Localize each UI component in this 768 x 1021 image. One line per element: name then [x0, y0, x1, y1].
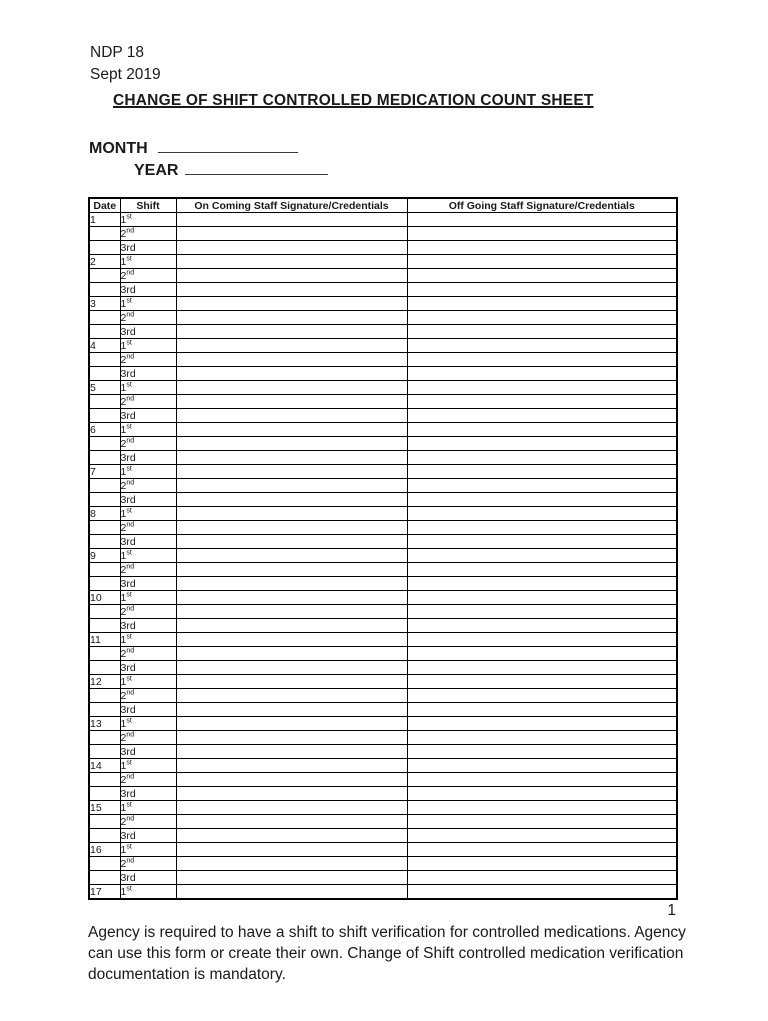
table-header-row	[89, 198, 677, 213]
offgoing-signature-cell[interactable]	[407, 437, 677, 451]
date-cell: 4	[89, 339, 120, 353]
oncoming-signature-cell[interactable]	[176, 717, 407, 731]
oncoming-signature-cell[interactable]	[176, 661, 407, 675]
table-row	[89, 353, 677, 367]
page-number: 1	[667, 902, 676, 919]
footer-note-line: Agency is required to have a shift to shift verification for controlled medications. Agency	[88, 924, 686, 941]
table-row	[89, 773, 677, 787]
date-cell: 8	[89, 507, 120, 521]
shift-cell: 2nd	[120, 395, 176, 409]
shift-cell: 1st	[120, 843, 176, 857]
offgoing-signature-cell[interactable]	[407, 339, 677, 353]
oncoming-signature-cell[interactable]	[176, 745, 407, 759]
table-row	[89, 255, 677, 269]
shift-cell: 3rd	[120, 787, 176, 801]
offgoing-signature-cell[interactable]	[407, 717, 677, 731]
table-row	[89, 633, 677, 647]
date-cell: 14	[89, 759, 120, 773]
shift-cell: 2nd	[120, 689, 176, 703]
offgoing-signature-cell[interactable]	[407, 507, 677, 521]
table-row	[89, 787, 677, 801]
date-cell	[89, 269, 120, 283]
table-row	[89, 815, 677, 829]
shift-cell: 1st	[120, 633, 176, 647]
shift-cell: 3rd	[120, 493, 176, 507]
form-code: NDP 18	[90, 44, 144, 61]
oncoming-signature-cell[interactable]	[176, 675, 407, 689]
shift-cell: 3rd	[120, 325, 176, 339]
shift-cell: 3rd	[120, 871, 176, 885]
date-cell: 12	[89, 675, 120, 689]
shift-cell: 3rd	[120, 703, 176, 717]
oncoming-signature-cell[interactable]	[176, 549, 407, 563]
date-cell	[89, 395, 120, 409]
oncoming-signature-cell[interactable]	[176, 409, 407, 423]
table-row	[89, 283, 677, 297]
shift-cell: 1st	[120, 381, 176, 395]
shift-cell: 1st	[120, 423, 176, 437]
shift-cell: 1st	[120, 675, 176, 689]
oncoming-signature-cell[interactable]	[176, 521, 407, 535]
oncoming-signature-cell[interactable]	[176, 283, 407, 297]
oncoming-signature-cell[interactable]	[176, 885, 407, 900]
date-cell	[89, 773, 120, 787]
shift-cell: 3rd	[120, 451, 176, 465]
offgoing-signature-cell[interactable]	[407, 787, 677, 801]
date-cell: 7	[89, 465, 120, 479]
oncoming-signature-cell[interactable]	[176, 759, 407, 773]
date-cell: 13	[89, 717, 120, 731]
date-cell	[89, 605, 120, 619]
table-row	[89, 759, 677, 773]
offgoing-signature-cell[interactable]	[407, 521, 677, 535]
column-header-offgoing: Off Going Staff Signature/Credentials	[407, 198, 677, 213]
column-header-oncoming: On Coming Staff Signature/Credentials	[176, 198, 407, 213]
oncoming-signature-cell[interactable]	[176, 465, 407, 479]
year-label: YEAR	[134, 162, 179, 179]
page-title: CHANGE OF SHIFT CONTROLLED MEDICATION COUNT SHEET	[113, 92, 594, 109]
year-input[interactable]	[185, 159, 328, 175]
shift-cell: 1st	[120, 339, 176, 353]
date-cell	[89, 661, 120, 675]
shift-cell: 2nd	[120, 731, 176, 745]
column-header-shift: Shift	[120, 198, 176, 213]
shift-cell: 3rd	[120, 829, 176, 843]
date-cell: 3	[89, 297, 120, 311]
offgoing-signature-cell[interactable]	[407, 409, 677, 423]
shift-cell: 2nd	[120, 563, 176, 577]
table-row	[89, 717, 677, 731]
column-header-date: Date	[89, 198, 120, 213]
oncoming-signature-cell[interactable]	[176, 269, 407, 283]
offgoing-signature-cell[interactable]	[407, 843, 677, 857]
date-cell	[89, 241, 120, 255]
shift-cell: 3rd	[120, 619, 176, 633]
date-cell: 1	[89, 213, 120, 227]
oncoming-signature-cell[interactable]	[176, 479, 407, 493]
date-cell	[89, 857, 120, 871]
oncoming-signature-cell[interactable]	[176, 451, 407, 465]
shift-cell: 2nd	[120, 227, 176, 241]
offgoing-signature-cell[interactable]	[407, 885, 677, 900]
oncoming-signature-cell[interactable]	[176, 591, 407, 605]
oncoming-signature-cell[interactable]	[176, 843, 407, 857]
year-field-row	[134, 159, 328, 181]
shift-cell: 2nd	[120, 353, 176, 367]
table-row	[89, 535, 677, 549]
oncoming-signature-cell[interactable]	[176, 703, 407, 717]
offgoing-signature-cell[interactable]	[407, 815, 677, 829]
oncoming-signature-cell[interactable]	[176, 493, 407, 507]
table-row	[89, 437, 677, 451]
date-cell	[89, 535, 120, 549]
date-cell	[89, 479, 120, 493]
oncoming-signature-cell[interactable]	[176, 801, 407, 815]
table-row	[89, 395, 677, 409]
date-cell	[89, 563, 120, 577]
shift-cell: 2nd	[120, 479, 176, 493]
table-row	[89, 465, 677, 479]
date-cell	[89, 493, 120, 507]
offgoing-signature-cell[interactable]	[407, 465, 677, 479]
date-cell: 11	[89, 633, 120, 647]
shift-cell: 2nd	[120, 773, 176, 787]
table-row	[89, 549, 677, 563]
shift-cell: 3rd	[120, 241, 176, 255]
offgoing-signature-cell[interactable]	[407, 241, 677, 255]
offgoing-signature-cell[interactable]	[407, 269, 677, 283]
offgoing-signature-cell[interactable]	[407, 745, 677, 759]
table-row	[89, 241, 677, 255]
table-row	[89, 409, 677, 423]
table-row	[89, 745, 677, 759]
oncoming-signature-cell[interactable]	[176, 787, 407, 801]
table-row	[89, 661, 677, 675]
table-row	[89, 367, 677, 381]
date-cell: 10	[89, 591, 120, 605]
table-row	[89, 731, 677, 745]
shift-cell: 2nd	[120, 269, 176, 283]
offgoing-signature-cell[interactable]	[407, 703, 677, 717]
shift-cell: 2nd	[120, 857, 176, 871]
table-row	[89, 269, 677, 283]
table-row	[89, 213, 677, 227]
month-field-row	[89, 137, 298, 159]
oncoming-signature-cell[interactable]	[176, 815, 407, 829]
offgoing-signature-cell[interactable]	[407, 605, 677, 619]
date-cell	[89, 325, 120, 339]
offgoing-signature-cell[interactable]	[407, 283, 677, 297]
date-cell	[89, 731, 120, 745]
shift-cell: 3rd	[120, 409, 176, 423]
oncoming-signature-cell[interactable]	[176, 213, 407, 227]
offgoing-signature-cell[interactable]	[407, 577, 677, 591]
footer-note-line: can use this form or create their own. Change of Shift controlled medication verification	[88, 945, 684, 962]
shift-cell: 2nd	[120, 647, 176, 661]
offgoing-signature-cell[interactable]	[407, 675, 677, 689]
table-row	[89, 381, 677, 395]
offgoing-signature-cell[interactable]	[407, 297, 677, 311]
shift-cell: 2nd	[120, 437, 176, 451]
oncoming-signature-cell[interactable]	[176, 255, 407, 269]
table-row	[89, 689, 677, 703]
offgoing-signature-cell[interactable]	[407, 311, 677, 325]
date-cell	[89, 311, 120, 325]
month-label: MONTH	[89, 140, 148, 157]
date-cell	[89, 227, 120, 241]
table-row	[89, 563, 677, 577]
date-cell	[89, 437, 120, 451]
date-cell	[89, 367, 120, 381]
table-row	[89, 801, 677, 815]
offgoing-signature-cell[interactable]	[407, 829, 677, 843]
shift-cell: 1st	[120, 297, 176, 311]
oncoming-signature-cell[interactable]	[176, 297, 407, 311]
shift-cell: 2nd	[120, 815, 176, 829]
date-cell	[89, 521, 120, 535]
date-cell	[89, 283, 120, 297]
oncoming-signature-cell[interactable]	[176, 227, 407, 241]
table-row	[89, 647, 677, 661]
offgoing-signature-cell[interactable]	[407, 535, 677, 549]
oncoming-signature-cell[interactable]	[176, 857, 407, 871]
shift-cell: 2nd	[120, 521, 176, 535]
date-cell	[89, 703, 120, 717]
table-row	[89, 521, 677, 535]
offgoing-signature-cell[interactable]	[407, 395, 677, 409]
table-row	[89, 479, 677, 493]
shift-cell: 3rd	[120, 283, 176, 297]
date-cell	[89, 409, 120, 423]
date-cell: 2	[89, 255, 120, 269]
date-cell	[89, 787, 120, 801]
oncoming-signature-cell[interactable]	[176, 507, 407, 521]
shift-cell: 1st	[120, 759, 176, 773]
offgoing-signature-cell[interactable]	[407, 227, 677, 241]
shift-cell: 2nd	[120, 311, 176, 325]
form-identifier	[90, 42, 161, 85]
oncoming-signature-cell[interactable]	[176, 367, 407, 381]
shift-cell: 2nd	[120, 605, 176, 619]
oncoming-signature-cell[interactable]	[176, 619, 407, 633]
shift-cell: 3rd	[120, 367, 176, 381]
offgoing-signature-cell[interactable]	[407, 633, 677, 647]
oncoming-signature-cell[interactable]	[176, 353, 407, 367]
table-row	[89, 843, 677, 857]
table-row	[89, 619, 677, 633]
table-row	[89, 507, 677, 521]
shift-cell: 1st	[120, 507, 176, 521]
date-cell	[89, 647, 120, 661]
offgoing-signature-cell[interactable]	[407, 493, 677, 507]
oncoming-signature-cell[interactable]	[176, 577, 407, 591]
oncoming-signature-cell[interactable]	[176, 773, 407, 787]
table-row	[89, 885, 677, 900]
date-cell: 6	[89, 423, 120, 437]
oncoming-signature-cell[interactable]	[176, 633, 407, 647]
date-cell	[89, 871, 120, 885]
offgoing-signature-cell[interactable]	[407, 731, 677, 745]
shift-count-table	[88, 197, 678, 900]
table-row	[89, 297, 677, 311]
shift-cell: 1st	[120, 255, 176, 269]
shift-cell: 3rd	[120, 745, 176, 759]
table-row	[89, 605, 677, 619]
shift-cell: 1st	[120, 465, 176, 479]
table-row	[89, 227, 677, 241]
oncoming-signature-cell[interactable]	[176, 563, 407, 577]
date-cell	[89, 689, 120, 703]
table-row	[89, 703, 677, 717]
date-cell	[89, 353, 120, 367]
date-cell	[89, 451, 120, 465]
table-row	[89, 451, 677, 465]
shift-cell: 3rd	[120, 661, 176, 675]
date-cell: 15	[89, 801, 120, 815]
oncoming-signature-cell[interactable]	[176, 395, 407, 409]
table-row	[89, 423, 677, 437]
offgoing-signature-cell[interactable]	[407, 549, 677, 563]
offgoing-signature-cell[interactable]	[407, 423, 677, 437]
table-row	[89, 339, 677, 353]
oncoming-signature-cell[interactable]	[176, 437, 407, 451]
date-cell: 16	[89, 843, 120, 857]
table-row	[89, 857, 677, 871]
offgoing-signature-cell[interactable]	[407, 857, 677, 871]
offgoing-signature-cell[interactable]	[407, 871, 677, 885]
offgoing-signature-cell[interactable]	[407, 661, 677, 675]
oncoming-signature-cell[interactable]	[176, 325, 407, 339]
shift-cell: 3rd	[120, 535, 176, 549]
oncoming-signature-cell[interactable]	[176, 731, 407, 745]
oncoming-signature-cell[interactable]	[176, 829, 407, 843]
date-cell: 9	[89, 549, 120, 563]
oncoming-signature-cell[interactable]	[176, 241, 407, 255]
date-cell	[89, 577, 120, 591]
shift-cell: 1st	[120, 885, 176, 900]
table-row	[89, 591, 677, 605]
table-row	[89, 829, 677, 843]
oncoming-signature-cell[interactable]	[176, 339, 407, 353]
date-cell: 17	[89, 885, 120, 900]
oncoming-signature-cell[interactable]	[176, 311, 407, 325]
shift-cell: 1st	[120, 549, 176, 563]
oncoming-signature-cell[interactable]	[176, 535, 407, 549]
table-row	[89, 675, 677, 689]
table-row	[89, 325, 677, 339]
offgoing-signature-cell[interactable]	[407, 255, 677, 269]
date-cell	[89, 815, 120, 829]
table-row	[89, 493, 677, 507]
form-date: Sept 2019	[90, 65, 161, 83]
date-cell	[89, 619, 120, 633]
offgoing-signature-cell[interactable]	[407, 381, 677, 395]
month-input[interactable]	[158, 137, 298, 153]
offgoing-signature-cell[interactable]	[407, 619, 677, 633]
shift-cell: 1st	[120, 591, 176, 605]
oncoming-signature-cell[interactable]	[176, 423, 407, 437]
offgoing-signature-cell[interactable]	[407, 563, 677, 577]
oncoming-signature-cell[interactable]	[176, 689, 407, 703]
offgoing-signature-cell[interactable]	[407, 801, 677, 815]
oncoming-signature-cell[interactable]	[176, 381, 407, 395]
oncoming-signature-cell[interactable]	[176, 647, 407, 661]
oncoming-signature-cell[interactable]	[176, 871, 407, 885]
offgoing-signature-cell[interactable]	[407, 773, 677, 787]
offgoing-signature-cell[interactable]	[407, 591, 677, 605]
date-cell	[89, 829, 120, 843]
offgoing-signature-cell[interactable]	[407, 759, 677, 773]
table-row	[89, 311, 677, 325]
date-cell: 5	[89, 381, 120, 395]
offgoing-signature-cell[interactable]	[407, 647, 677, 661]
oncoming-signature-cell[interactable]	[176, 605, 407, 619]
shift-cell: 1st	[120, 801, 176, 815]
footer-note	[88, 922, 688, 985]
offgoing-signature-cell[interactable]	[407, 367, 677, 381]
table-row	[89, 871, 677, 885]
offgoing-signature-cell[interactable]	[407, 353, 677, 367]
offgoing-signature-cell[interactable]	[407, 689, 677, 703]
table-row	[89, 577, 677, 591]
shift-cell: 1st	[120, 213, 176, 227]
shift-cell: 1st	[120, 717, 176, 731]
offgoing-signature-cell[interactable]	[407, 325, 677, 339]
offgoing-signature-cell[interactable]	[407, 451, 677, 465]
footer-note-line: documentation is mandatory.	[88, 966, 286, 983]
offgoing-signature-cell[interactable]	[407, 213, 677, 227]
date-cell	[89, 745, 120, 759]
offgoing-signature-cell[interactable]	[407, 479, 677, 493]
shift-cell: 3rd	[120, 577, 176, 591]
